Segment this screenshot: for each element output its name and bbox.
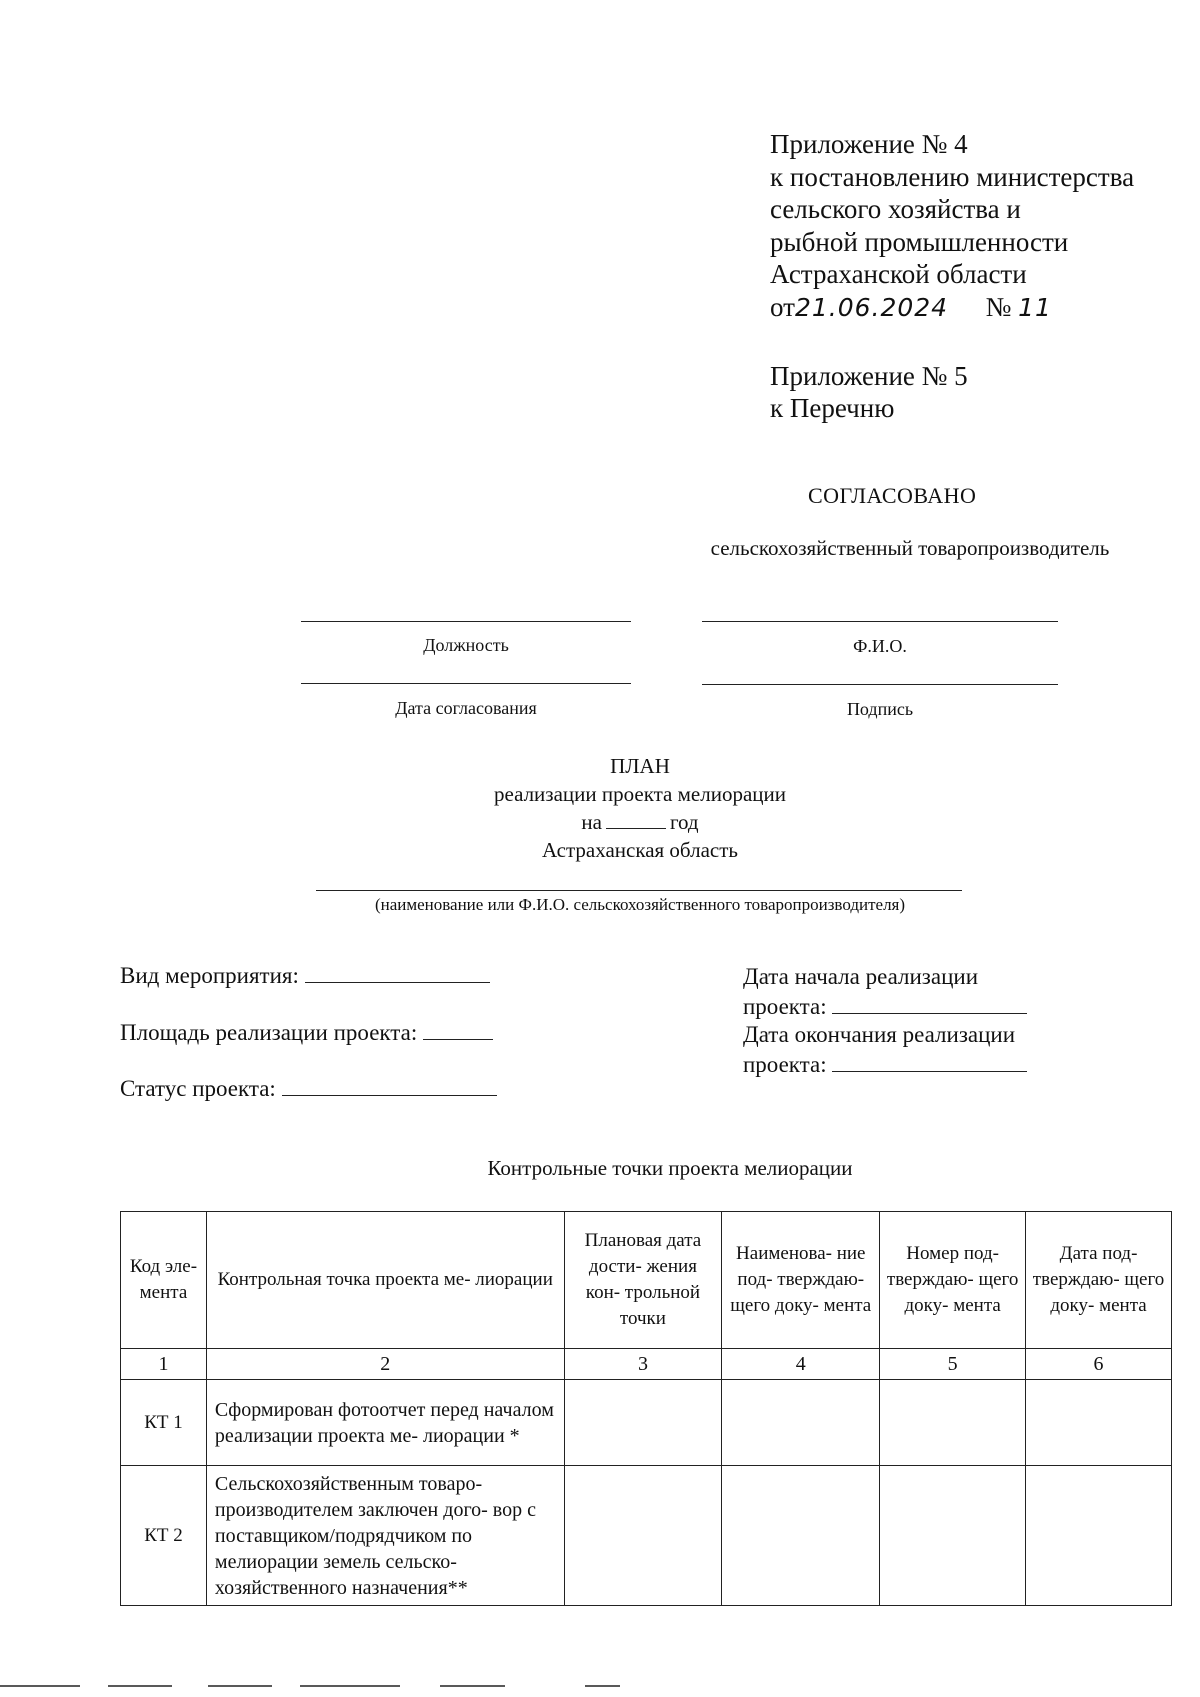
row-code: КТ 1 — [121, 1380, 207, 1466]
status-blank — [282, 1075, 497, 1096]
number-prefix: № — [985, 291, 1012, 322]
header-doc-date: Дата под- тверждаю- щего доку- мента — [1026, 1212, 1172, 1349]
attachment2-title: Приложение № 5 — [770, 361, 968, 391]
header-control-point: Контрольная точка проекта ме- лиорации — [206, 1212, 564, 1349]
col-number: 6 — [1026, 1349, 1172, 1380]
plan-subtitle: реализации проекта мелиорации — [494, 782, 786, 806]
empty-cell — [722, 1380, 880, 1466]
control-points-table — [120, 1211, 1172, 1606]
fio-label: Ф.И.О. — [853, 636, 907, 656]
col-number: 1 — [121, 1349, 207, 1380]
table-title: Контрольные точки проекта мелиорации — [487, 1156, 853, 1180]
event-type-blank — [305, 962, 490, 983]
status-field — [120, 1075, 497, 1102]
table-header-row — [121, 1212, 1172, 1349]
fio-line — [702, 621, 1058, 622]
attachment-line-1: к постановлению министерства — [770, 161, 1135, 192]
col-number: 3 — [564, 1349, 722, 1380]
date-prefix: от — [770, 291, 795, 322]
plan-title: ПЛАН — [610, 754, 670, 778]
area-blank — [423, 1019, 493, 1040]
producer-label: сельскохозяйственный товаропроизводитель — [710, 536, 1110, 560]
event-type-field — [120, 962, 490, 989]
plan-year — [380, 808, 900, 836]
col-number: 4 — [722, 1349, 880, 1380]
date-line — [301, 683, 631, 684]
header-planned-date: Плановая дата дости- жения кон- трольной точки — [564, 1212, 722, 1349]
table-row — [121, 1466, 1172, 1606]
row-control-point: Сельскохозяйственным товаро- производителем заключен дого- вор с поставщиком/подрядчиком по мелиорации земель сельско- хозяйственного назначения** — [206, 1466, 564, 1606]
position-label: Должность — [423, 635, 509, 655]
empty-cell — [564, 1466, 722, 1606]
empty-cell — [880, 1466, 1026, 1606]
header-doc-number: Номер под- тверждаю- щего доку- мента — [880, 1212, 1026, 1349]
start-date-label-1: Дата начала реализации — [743, 964, 979, 989]
event-type-label: Вид мероприятия: — [120, 963, 299, 988]
empty-cell — [1026, 1466, 1172, 1606]
header-doc-name: Наименова- ние под- тверждаю- щего доку- мента — [722, 1212, 880, 1349]
empty-cell — [722, 1466, 880, 1606]
agreed-heading: СОГЛАСОВАНО — [808, 483, 977, 508]
date-agreement-label: Дата согласования — [395, 698, 537, 718]
attachment-date-line — [770, 291, 1190, 325]
handwritten-date: 21.06.2024 — [794, 292, 949, 322]
end-date-label-1: Дата окончания реализации — [743, 1022, 1016, 1047]
year-suffix: год — [669, 810, 699, 834]
attachment-line-2: сельского хозяйства и — [770, 194, 1021, 224]
attachment2-block — [770, 360, 1170, 424]
start-date-blank — [832, 993, 1027, 1014]
attachment-block — [770, 128, 1190, 324]
attachment-line-4: Астраханской области — [770, 259, 1027, 289]
row-code: КТ 2 — [121, 1466, 207, 1606]
plan-heading — [380, 752, 900, 864]
producer-name-hint: (наименование или Ф.И.О. сельскохозяйственного товаропроизводителя) — [374, 895, 906, 914]
handwritten-number: 11 — [1018, 292, 1052, 322]
signature-label: Подпись — [846, 699, 914, 719]
row-control-point: Сформирован фотоотчет перед началом реализации проекта ме- лиорации * — [206, 1380, 564, 1466]
end-date-label-2: проекта: — [743, 1052, 827, 1077]
attachment-title: Приложение № 4 — [770, 129, 968, 159]
table-row — [121, 1380, 1172, 1466]
area-label: Площадь реализации проекта: — [120, 1020, 418, 1045]
col-number: 5 — [880, 1349, 1026, 1380]
start-date-label-2: проекта: — [743, 994, 827, 1019]
start-date-field — [743, 962, 1027, 1022]
table-numbering-row — [121, 1349, 1172, 1380]
header-code: Код эле- мента — [121, 1212, 207, 1349]
position-line — [301, 621, 631, 622]
col-number: 2 — [206, 1349, 564, 1380]
plan-region: Астраханская область — [542, 838, 738, 862]
end-date-field — [743, 1020, 1027, 1080]
empty-cell — [880, 1380, 1026, 1466]
status-label: Статус проекта: — [120, 1076, 276, 1101]
attachment-line-3: рыбной промышленности — [770, 226, 1069, 257]
empty-cell — [1026, 1380, 1172, 1466]
area-field — [120, 1019, 493, 1046]
empty-cell — [564, 1380, 722, 1466]
year-prefix: на — [581, 810, 602, 834]
signature-line — [702, 684, 1058, 685]
attachment2-subtitle: к Перечню — [770, 393, 895, 423]
year-blank — [606, 810, 666, 829]
producer-name-line — [316, 890, 962, 891]
scan-artifact-lines — [0, 1685, 640, 1687]
end-date-blank — [832, 1051, 1027, 1072]
